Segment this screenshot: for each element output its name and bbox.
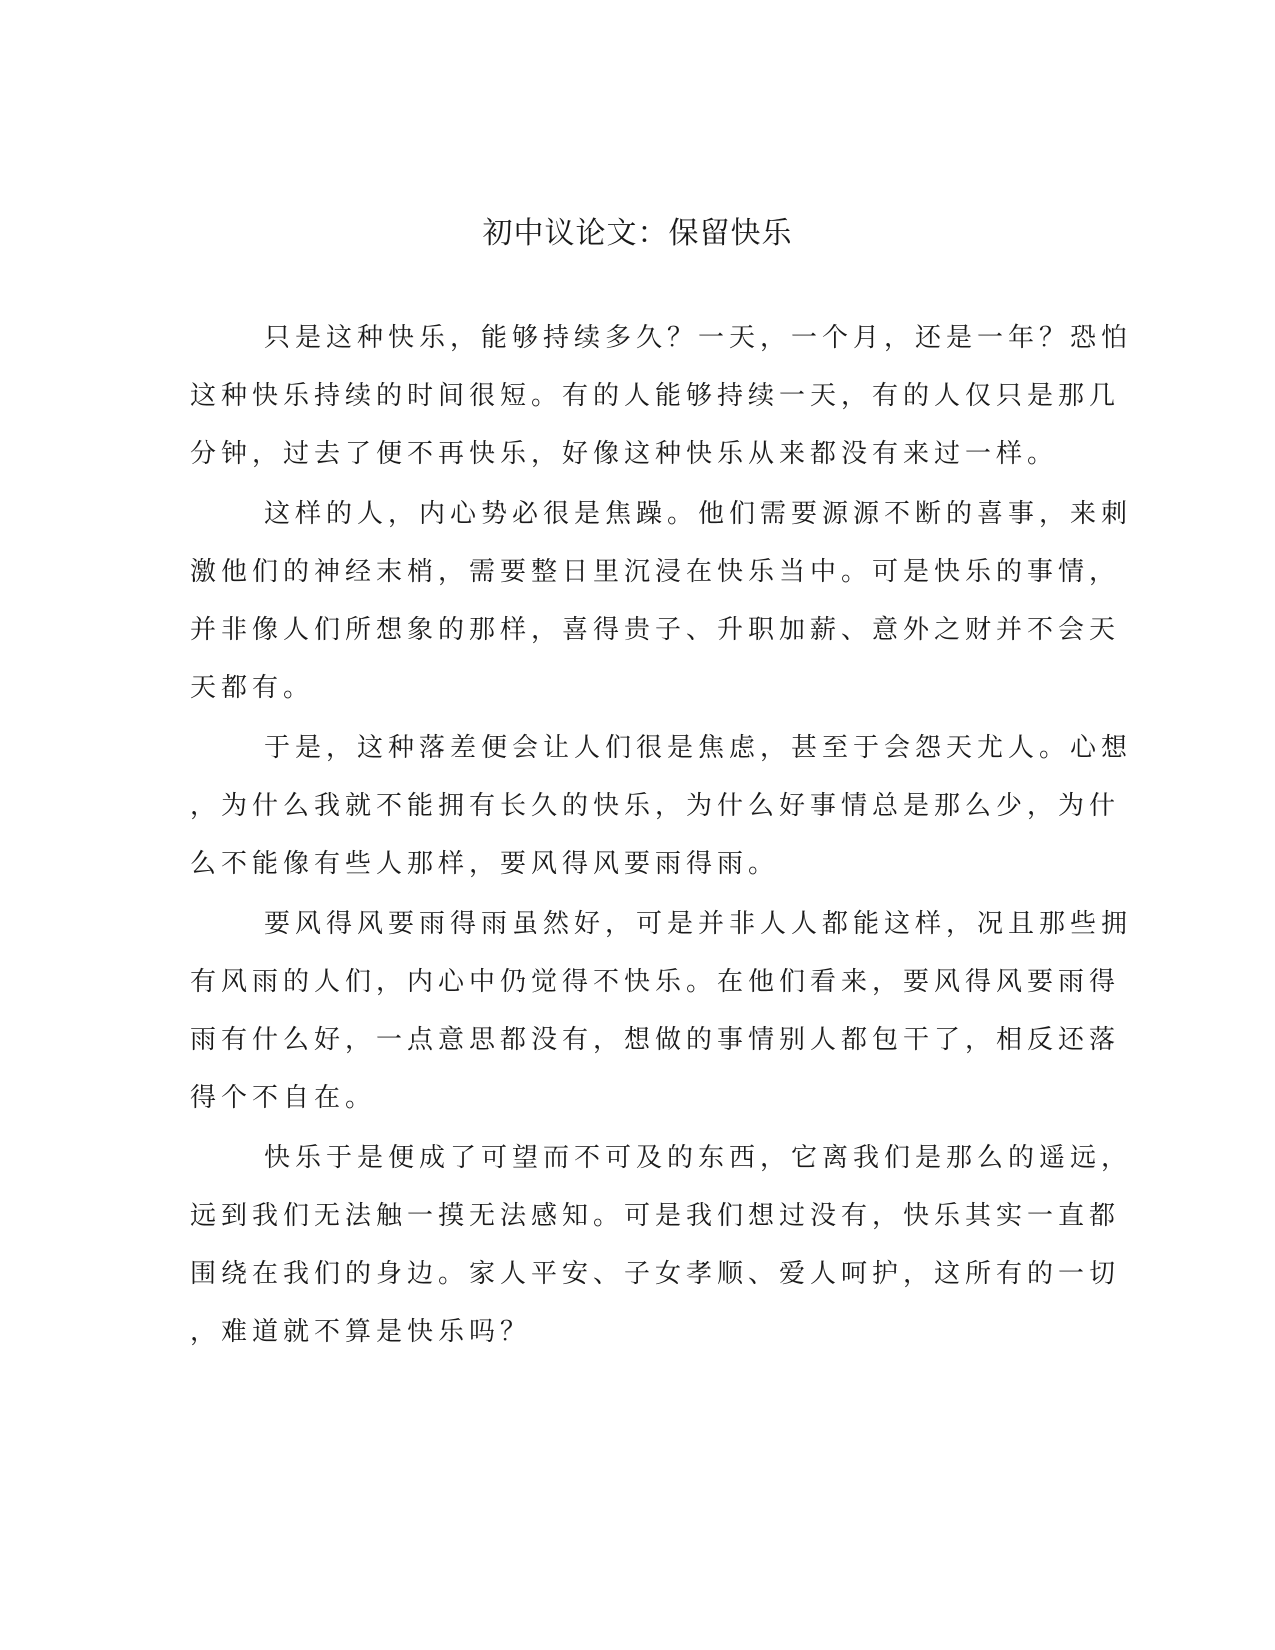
paragraph-1-line-2: 这种快乐持续的时间很短。有的人能够持续一天，有的人仅只是那几 [190, 381, 1121, 411]
paragraph-3-line-3: 么不能像有些人那样，要风得风要雨得雨。 [190, 849, 780, 879]
document-title: 初中议论文：保留快乐 [482, 216, 793, 251]
paragraph-5-line-4: ，难道就不算是快乐吗？ [190, 1317, 532, 1347]
paragraph-3-line-2: ，为什么我就不能拥有长久的快乐，为什么好事情总是那么少，为什 [190, 791, 1121, 821]
paragraph-4-line-4: 得个不自在。 [190, 1083, 377, 1113]
paragraph-1-line-1: 只是这种快乐，能够持续多久？一天，一个月，还是一年？恐怕 [264, 323, 1133, 353]
paragraph-3-line-1: 于是，这种落差便会让人们很是焦虑，甚至于会怨天尤人。心想 [264, 733, 1133, 763]
paragraph-1-line-3: 分钟，过去了便不再快乐，好像这种快乐从来都没有来过一样。 [190, 439, 1059, 469]
paragraph-5-line-3: 围绕在我们的身边。家人平安、子女孝顺、爱人呵护，这所有的一切 [190, 1259, 1121, 1289]
paragraph-2-line-1: 这样的人，内心势必很是焦躁。他们需要源源不断的喜事，来刺 [264, 499, 1133, 529]
paragraph-2-line-3: 并非像人们所想象的那样，喜得贵子、升职加薪、意外之财并不会天 [190, 615, 1121, 645]
paragraph-2-line-4: 天都有。 [190, 673, 315, 703]
paragraph-5-line-1: 快乐于是便成了可望而不可及的东西，它离我们是那么的遥远， [264, 1143, 1133, 1173]
paragraph-5-line-2: 远到我们无法触一摸无法感知。可是我们想过没有，快乐其实一直都 [190, 1201, 1121, 1231]
paragraph-2-line-2: 激他们的神经末梢，需要整日里沉浸在快乐当中。可是快乐的事情， [190, 557, 1121, 587]
paragraph-4-line-1: 要风得风要雨得雨虽然好，可是并非人人都能这样，况且那些拥 [264, 909, 1133, 939]
paragraph-4-line-3: 雨有什么好，一点意思都没有，想做的事情别人都包干了，相反还落 [190, 1025, 1121, 1055]
paragraph-4-line-2: 有风雨的人们，内心中仍觉得不快乐。在他们看来，要风得风要雨得 [190, 967, 1121, 997]
